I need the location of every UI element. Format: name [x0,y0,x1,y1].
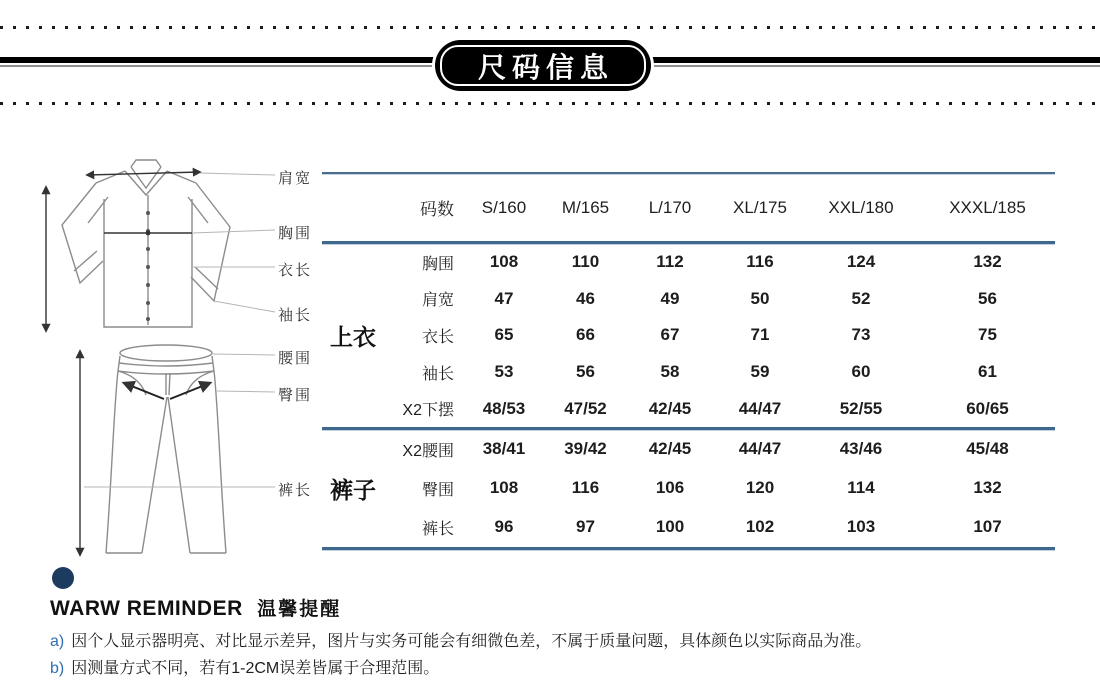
hip-label: 臀围 [278,387,313,404]
size-value-cell: 42/45 [648,398,692,418]
size-value-cell: 116 [571,478,600,498]
shirt-measure-lines [46,172,200,331]
size-value-cell: 132 [973,252,1002,272]
size-value-cell: 43/46 [839,439,883,459]
shoulder-width-label: 肩宽 [278,170,313,187]
size-value-cell: 71 [750,325,770,345]
size-value-cell: 103 [846,517,876,537]
size-value-cell: 39/42 [564,439,607,459]
size-value-cell: 44/47 [738,398,782,418]
garment-sketch [30,155,320,567]
reminder-notes [50,628,871,682]
size-value-cell: 44/47 [738,439,782,459]
size-value-cell: 112 [656,252,684,272]
size-value-cell: 50 [750,288,770,308]
reminder-note-a [50,628,871,655]
size-value-cell: 114 [847,478,875,498]
size-value-cell: 53 [494,362,514,382]
size-value-cell: 48/53 [482,398,526,418]
size-value-cell: 73 [851,325,871,345]
note-a-text: 因个人显示器明亮、对比显示差异，图片与实务可能会有细微色差，不属于质量问题，具体颜色以实际商品为准。 [71,633,872,650]
header-size-cell: XXXL/185 [949,197,1026,217]
measurement-diagram [30,155,320,567]
table-bottom-line [322,547,1055,550]
reminder-bullet-dot [52,567,74,589]
size-value-cell: 49 [660,288,680,308]
size-value-cell: 61 [978,362,997,382]
header-size-cell: XXL/180 [828,197,894,217]
reminder-heading-en: WARW REMINDER [50,597,243,620]
size-value-cell: 116 [746,252,774,272]
dotted-divider-bottom [0,102,1100,105]
reminder-heading [50,594,341,621]
header-size-cell: S/160 [481,197,527,217]
size-value-cell: 107 [973,517,1002,537]
size-value-cell: 47 [494,288,514,308]
chest-line-dot [146,231,151,236]
row-measure-label: 袖长 [421,365,454,383]
size-table-body [322,244,1055,550]
header-size-cell: M/165 [561,197,610,217]
pants-outline [106,345,226,553]
shirt-outline [62,160,230,327]
sleeve-length-label: 袖长 [278,307,313,324]
chest-label: 胸围 [278,225,313,242]
table-group-pants [322,430,1055,547]
size-value-cell: 65 [494,325,514,345]
row-measure-label: 裤长 [421,520,454,538]
size-value-cell: 108 [489,478,519,498]
waist-label: 腰围 [278,350,313,367]
row-measure-label: 肩宽 [421,292,454,310]
row-measure-label: X2下摆 [402,402,454,420]
header-spacer-cell [322,174,384,241]
size-value-cell: 110 [571,252,600,272]
size-table-header [322,174,1055,241]
pants-length-label: 裤长 [278,482,313,499]
size-value-cell: 45/48 [966,439,1009,459]
row-measure-label: 胸围 [421,255,454,273]
note-b-text: 因测量方式不同，若有1-2CM误差皆属于合理范围。 [71,660,440,677]
note-b-marker: b) [50,660,65,677]
size-value-cell: 42/45 [648,439,692,459]
size-value-cell: 106 [655,478,685,498]
table-group-top [322,244,1055,427]
header-size-label: 码数 [420,200,454,219]
size-value-cell: 102 [745,517,775,537]
size-table [322,172,1055,550]
size-value-cell: 67 [660,325,680,345]
reminder-note-b [50,655,871,682]
row-measure-label: X2腰围 [402,442,454,460]
header-size-cell: XL/175 [733,197,787,217]
size-value-cell: 132 [973,478,1002,498]
size-value-cell: 120 [745,478,775,498]
size-value-cell: 59 [750,362,770,382]
size-value-cell: 97 [576,517,595,537]
size-value-cell: 66 [576,325,595,345]
size-value-cell: 124 [846,252,876,272]
header-size-cell: L/170 [648,197,692,217]
dotted-divider-top [0,26,1100,29]
size-info-banner [435,40,651,91]
size-value-cell: 75 [978,325,997,345]
size-value-cell: 60 [851,362,871,382]
size-value-cell: 56 [978,288,997,308]
note-a-marker: a) [50,633,65,650]
hip-measure-arrows [124,383,210,399]
size-value-cell: 56 [576,362,595,382]
size-value-cell: 96 [494,517,514,537]
size-value-cell: 58 [660,362,680,382]
row-measure-label: 臀围 [421,481,454,499]
banner-title: 尺码信息 [477,51,614,83]
group-name-label: 裤子 [330,476,376,503]
size-value-cell: 60/65 [966,398,1009,418]
garment-length-label: 衣长 [278,262,313,279]
size-value-cell: 46 [576,288,595,308]
reminder-heading-zh: 温馨提醒 [257,599,342,620]
size-value-cell: 108 [489,252,519,272]
group-name-label: 上衣 [330,323,376,350]
size-value-cell: 47/52 [564,398,607,418]
size-value-cell: 100 [655,517,685,537]
size-value-cell: 38/41 [482,439,526,459]
row-measure-label: 衣长 [421,328,454,346]
size-value-cell: 52/55 [839,398,883,418]
size-value-cell: 52 [851,288,871,308]
